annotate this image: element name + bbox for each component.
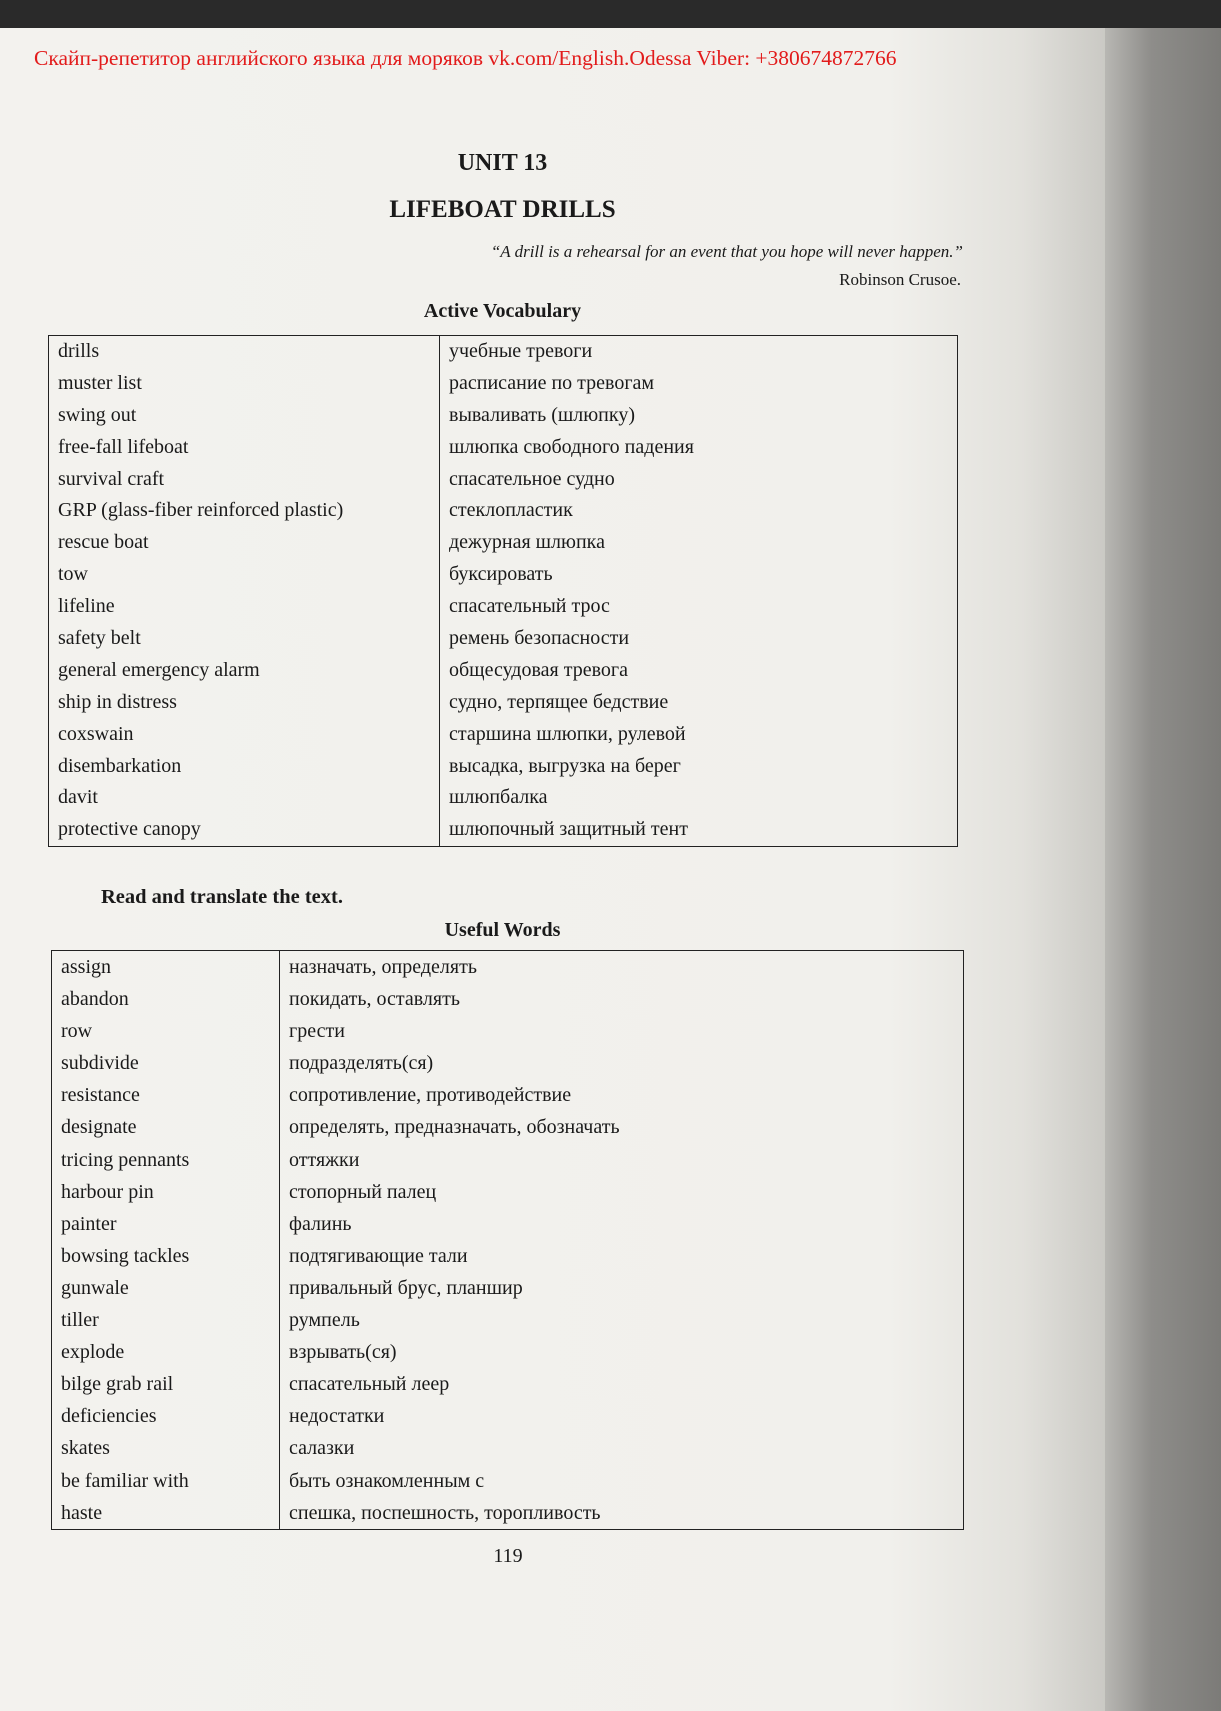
active-vocabulary-table <box>48 335 958 847</box>
reading-instruction: Read and translate the text. <box>101 886 343 908</box>
term-en: general emergency alarm <box>58 658 260 681</box>
word-en: bilge grab rail <box>61 1373 174 1396</box>
word-en: harbour pin <box>61 1180 154 1203</box>
term-en: free-fall lifeboat <box>58 435 189 458</box>
word-en: haste <box>61 1501 103 1524</box>
word-ru: покидать, оставлять <box>289 988 460 1011</box>
word-en: resistance <box>61 1084 140 1107</box>
word-ru: грести <box>289 1020 345 1043</box>
term-ru: вываливать (шлюпку) <box>449 403 635 426</box>
word-en: bowsing tackles <box>61 1244 190 1267</box>
word-ru: подтягивающие тали <box>289 1244 468 1267</box>
word-ru: сопротивление, противодействие <box>289 1084 572 1107</box>
term-ru: дежурная шлюпка <box>449 531 605 554</box>
useful-words-table <box>51 950 964 1530</box>
word-en: tricing pennants <box>61 1148 190 1171</box>
term-ru: буксировать <box>449 563 553 586</box>
unit-number: UNIT 13 <box>457 150 548 176</box>
term-ru: ремень безопасности <box>449 627 630 650</box>
page-edge-shadow <box>1105 28 1221 1711</box>
tutor-advertisement: Скайп-репетитор английского языка для моряков vk.com/English.Odessa Viber: +380674872766 <box>34 46 897 70</box>
word-en: gunwale <box>61 1276 129 1299</box>
word-en: deficiencies <box>61 1405 157 1428</box>
russian-column <box>440 336 958 847</box>
word-en: skates <box>61 1437 110 1460</box>
word-ru: взрывать(ся) <box>289 1341 397 1364</box>
russian-column <box>280 951 964 1530</box>
active-vocabulary-heading: Active Vocabulary <box>423 300 582 322</box>
term-ru: стеклопластик <box>449 499 573 522</box>
word-ru: фалинь <box>289 1212 352 1235</box>
word-en: row <box>61 1020 93 1043</box>
word-ru: подразделять(ся) <box>289 1052 434 1075</box>
term-ru: общесудовая тревога <box>449 658 628 681</box>
term-ru: высадка, выгрузка на берег <box>449 754 681 777</box>
term-en: muster list <box>58 371 142 394</box>
term-ru: шлюпочный защитный тент <box>449 818 688 841</box>
epigraph-author: Robinson Crusoe. <box>839 270 961 289</box>
word-ru: быть ознакомленным с <box>289 1469 485 1492</box>
scanner-top-bar <box>0 0 1221 28</box>
word-en: abandon <box>61 988 129 1011</box>
term-en: swing out <box>58 403 137 426</box>
term-ru: судно, терпящее бедствие <box>449 690 669 713</box>
term-en: GRP (glass-fiber reinforced plastic) <box>58 499 344 522</box>
page-number: 119 <box>493 1545 523 1567</box>
term-en: drills <box>58 340 100 362</box>
term-en: tow <box>58 563 88 586</box>
word-ru: стопорный палец <box>289 1180 437 1203</box>
term-en: davit <box>58 786 98 809</box>
word-en: subdivide <box>61 1052 139 1075</box>
term-ru: шлюпка свободного падения <box>449 435 694 458</box>
term-en: coxswain <box>58 722 134 745</box>
term-en: lifeline <box>58 595 115 618</box>
useful-words-heading: Useful Words <box>444 919 561 941</box>
term-ru: старшина шлюпки, рулевой <box>449 722 686 745</box>
term-en: disembarkation <box>58 754 182 777</box>
term-en: protective canopy <box>58 818 201 841</box>
term-ru: спасательный трос <box>449 595 610 618</box>
term-en: rescue boat <box>58 531 149 554</box>
word-ru: привальный брус, планшир <box>289 1276 523 1299</box>
word-en: tiller <box>61 1309 99 1332</box>
term-ru: учебные тревоги <box>449 340 593 362</box>
word-ru: спасательный леер <box>289 1373 450 1396</box>
term-ru: расписание по тревогам <box>449 371 655 394</box>
word-en: designate <box>61 1116 137 1139</box>
word-ru: определять, предназначать, обозначать <box>289 1116 620 1139</box>
word-en: explode <box>61 1341 125 1364</box>
word-ru: румпель <box>289 1309 360 1332</box>
word-en: be familiar with <box>61 1469 189 1492</box>
word-ru: спешка, поспешность, торопливость <box>289 1501 601 1524</box>
term-en: survival craft <box>58 467 165 490</box>
word-ru: назначать, определять <box>289 956 477 978</box>
word-ru: салазки <box>289 1437 355 1460</box>
english-column <box>49 336 440 847</box>
term-ru: спасательное судно <box>449 467 615 490</box>
word-ru: недостатки <box>289 1405 385 1428</box>
word-en: assign <box>61 956 111 978</box>
english-column <box>52 951 280 1530</box>
word-en: painter <box>61 1212 117 1235</box>
term-ru: шлюпбалка <box>449 786 548 809</box>
term-en: ship in distress <box>58 690 177 713</box>
page-title: LIFEBOAT DRILLS <box>389 196 616 223</box>
epigraph-quote: “A drill is a rehearsal for an event that you hope will never happen.” <box>490 242 963 261</box>
word-ru: оттяжки <box>289 1148 360 1171</box>
term-en: safety belt <box>58 627 141 650</box>
